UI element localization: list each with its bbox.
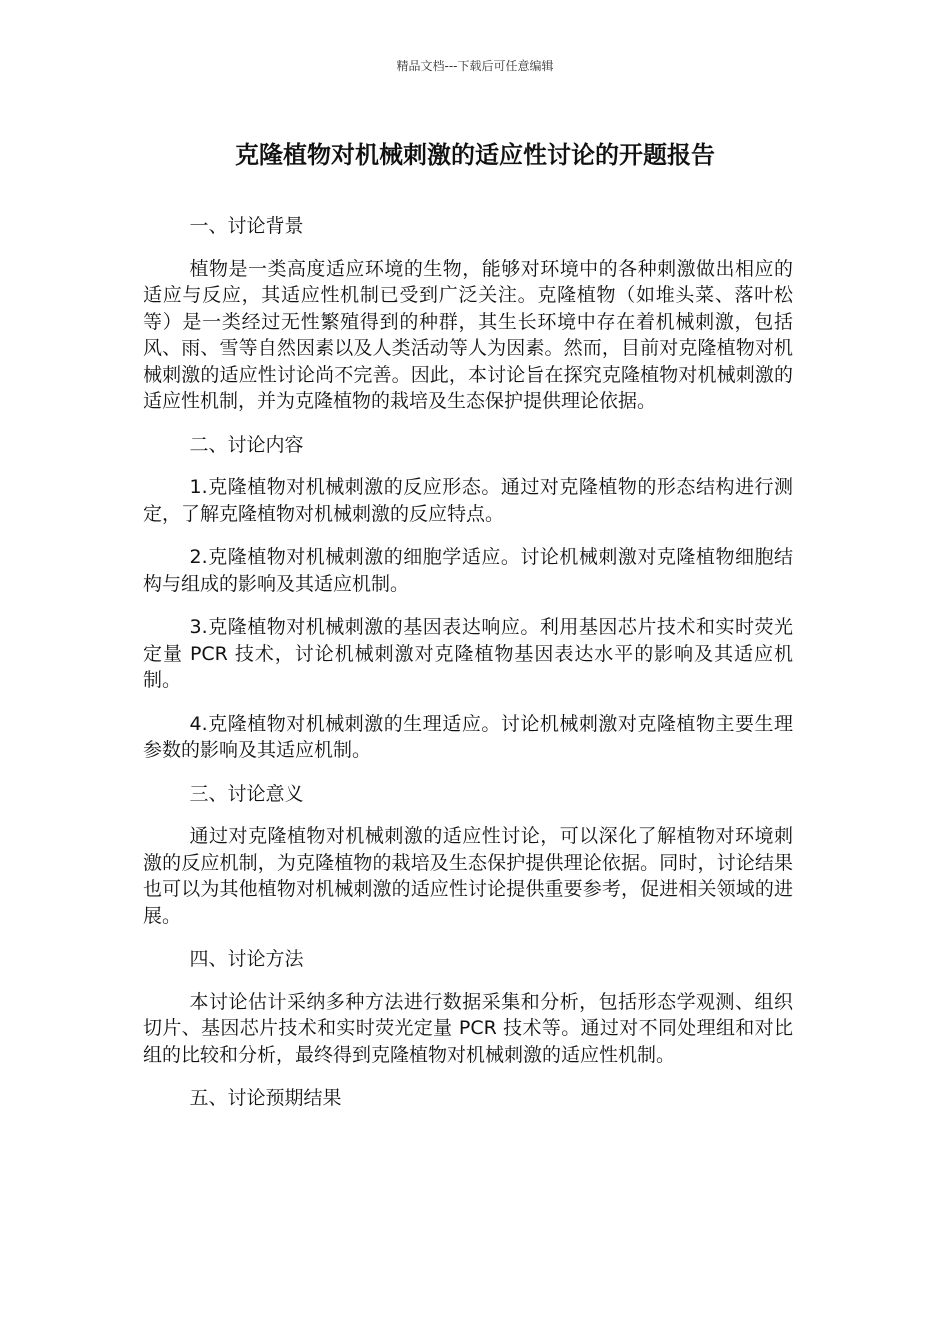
section-heading-content: 二、讨论内容 [189,433,304,456]
paragraph-content-3: 3.克隆植物对机械刺激的基因表达响应。利用基因芯片技术和实时荧光定量 PCR 技术，讨论机械刺激对克隆植物基因表达水平的影响及其适应机制。 [143,616,793,691]
document-title: 克隆植物对机械刺激的适应性讨论的开题报告 [235,141,715,169]
paragraph-content-4: 4.克隆植物对机械刺激的生理适应。讨论机械刺激对克隆植物主要生理参数的影响及其适应机制。 [143,712,793,761]
section-heading-expected-results: 五、讨论预期结果 [189,1087,342,1109]
paragraph-significance: 通过对克隆植物对机械刺激的适应性讨论，可以深化了解植物对环境刺激的反应机制，为克隆植物的栽培及生态保护提供理论依据。同时，讨论结果也可以为其他植物对机械刺激的适应性讨论提供重要参考，促进相关领域的进展。 [143,825,793,927]
header-note: 精品文档---下载后可任意编辑 [396,59,554,73]
paragraph-content-1: 1.克隆植物对机械刺激的反应形态。通过对克隆植物的形态结构进行测定，了解克隆植物对机械刺激的反应特点。 [143,476,793,525]
section-heading-background: 一、讨论背景 [189,215,304,237]
paragraph-methods: 本讨论估计采纳多种方法进行数据采集和分析，包括形态学观测、组织切片、基因芯片技术和实时荧光定量 PCR 技术等。通过对不同处理组和对比组的比较和分析，最终得到克隆植物对机械刺激的适应性机制。 [143,990,793,1066]
section-heading-significance: 三、讨论意义 [189,782,304,805]
section-heading-methods: 四、讨论方法 [189,948,304,970]
document-body [143,213,793,1128]
paragraph-content-2: 2.克隆植物对机械刺激的细胞学适应。讨论机械刺激对克隆植物细胞结构与组成的影响及其适应机制。 [143,546,793,595]
paragraph-background: 植物是一类高度适应环境的生物，能够对环境中的各种刺激做出相应的适应与反应，其适应性机制已受到广泛关注。克隆植物（如堆头菜、落叶松等）是一类经过无性繁殖得到的种群，其生长环境中存在着机械刺激，包括风、雨、雪等自然因素以及人类活动等人为因素。然而，目前对克隆植物对机械刺激的适应性讨论尚不完善。因此，本讨论旨在探究克隆植物对机械刺激的适应性机制，并为克隆植物的栽培及生态保护提供理论依据。 [143,257,793,412]
